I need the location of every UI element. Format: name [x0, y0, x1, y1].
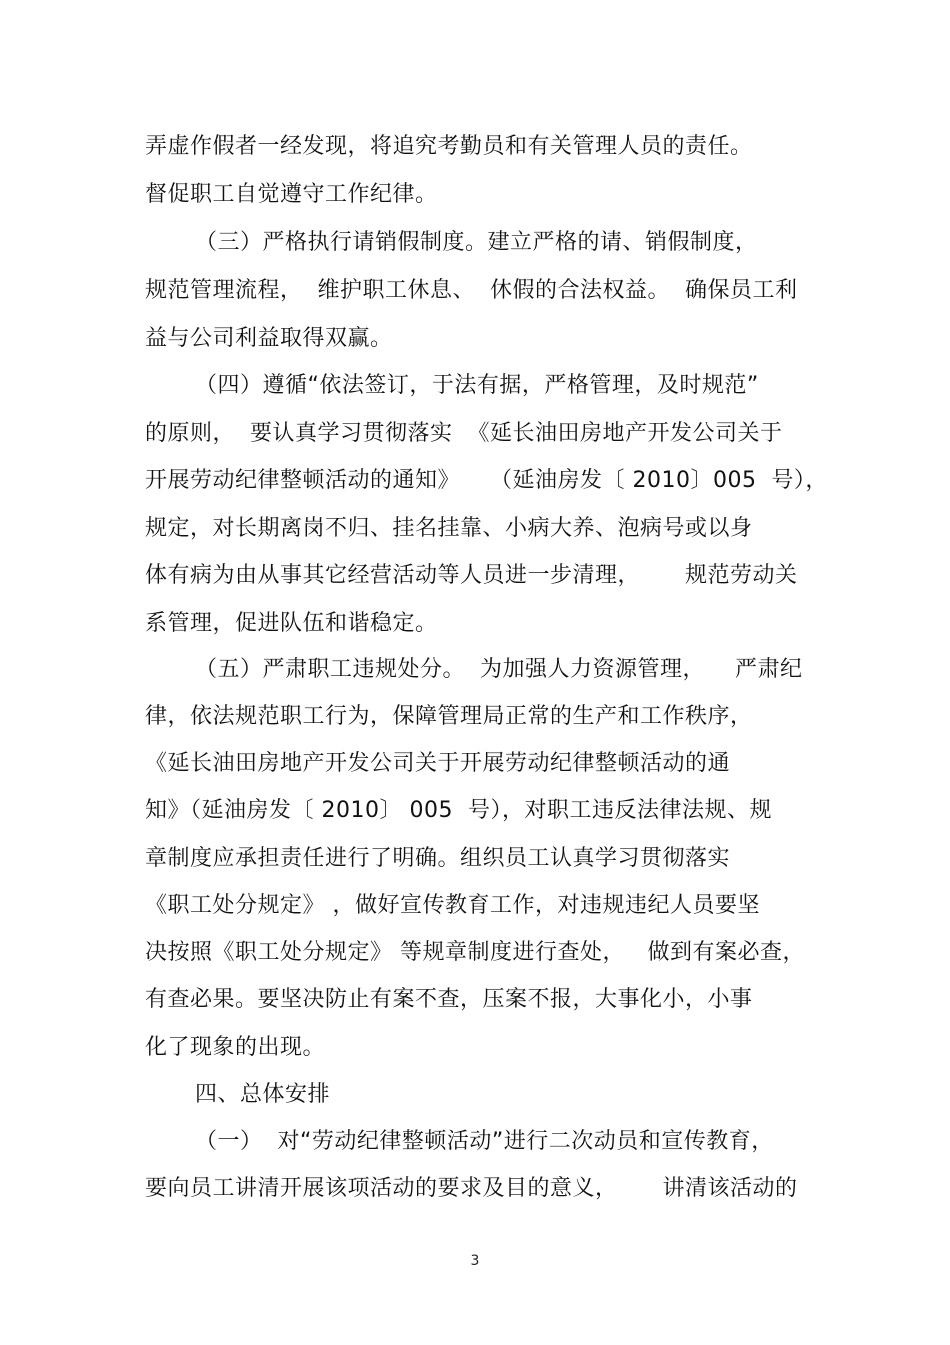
text-line: 化了现象的出现。 [145, 1035, 326, 1060]
text-line: 开展劳动纪律整顿活动的通知》 （延油房发〔 2010〕005 号）， [145, 468, 828, 493]
text-line: 的原则， 要认真学习贯彻落实 《延长油田房地产开发公司关于 [145, 421, 783, 446]
paragraph-start-line: （三）严格执行请销假制度。建立严格的请、销假制度， [195, 230, 758, 255]
text-line: 规定，对长期离岗不归、挂名挂靠、小病大养、泡病号或以身 [145, 516, 753, 541]
text-line: 弄虚作假者一经发现，将追究考勤员和有关管理人员的责任。 [145, 134, 753, 159]
text-line: 督促职工自觉遵守工作纪律。 [145, 182, 438, 207]
text-line: 益与公司利益取得双赢。 [145, 326, 393, 351]
paragraph-start-line: （五）严肃职工违规处分。 为加强人力资源管理， 严肃纪 [195, 657, 803, 682]
paragraph-start-line: （四）遵循“依法签订，于法有据，严格管理，及时规范” [195, 373, 759, 398]
page-number: 3 [470, 1253, 480, 1269]
text-line: 律，依法规范职工行为，保障管理局正常的生产和工作秩序， [145, 704, 753, 729]
text-line: 决按照《职工处分规定》 等规章制度进行查处， 做到有案必查， [145, 940, 805, 965]
text-line: 《职工处分规定》 ，做好宣传教育工作，对违规违纪人员要坚 [145, 893, 760, 918]
text-line: 知》（延油房发〔 2010〕 005 号），对职工违反法律法规、规 [145, 798, 772, 823]
text-line: 系管理，促进队伍和谐稳定。 [145, 611, 438, 636]
text-line: 要向员工讲清开展该项活动的要求及目的意义， 讲清该活动的 [145, 1176, 798, 1201]
paragraph-start-line: （一） 对“劳动纪律整顿活动”进行二次动员和宣传教育， [195, 1129, 774, 1154]
text-line: 有查必果。要坚决防止有案不查，压案不报，大事化小，小事 [145, 987, 753, 1012]
text-line: 《延长油田房地产开发公司关于开展劳动纪律整顿活动的通 [145, 751, 731, 776]
section-heading: 四、总体安排 [195, 1082, 331, 1107]
text-line: 规范管理流程， 维护职工休息、 休假的合法权益。 确保员工利 [145, 278, 798, 303]
text-line: 体有病为由从事其它经营活动等人员进一步清理， 规范劳动关 [145, 563, 798, 588]
text-line: 章制度应承担责任进行了明确。组织员工认真学习贯彻落实 [145, 846, 731, 871]
